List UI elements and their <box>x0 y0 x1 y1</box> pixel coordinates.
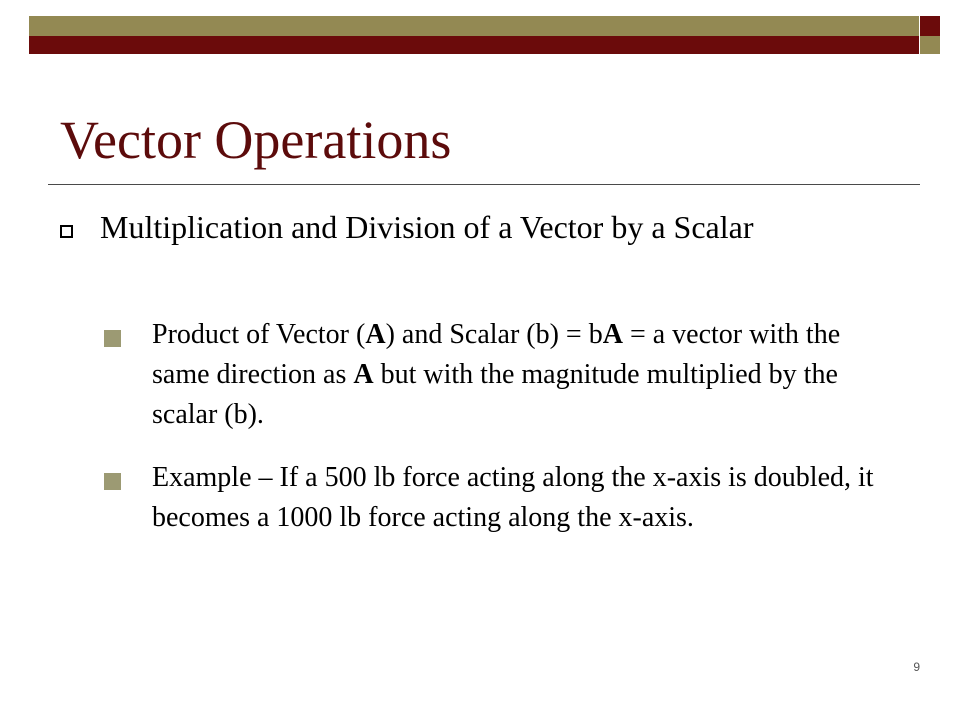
hollow-square-bullet-icon <box>60 225 73 238</box>
main-bullet <box>60 205 900 249</box>
corner-block-maroon <box>920 16 940 36</box>
sub-bullet-example <box>104 458 904 538</box>
main-bullet-text: Multiplication and Division of a Vector by a Scalar <box>100 209 754 245</box>
sub-bullet-product <box>104 315 904 435</box>
title-divider <box>48 184 920 185</box>
top-bar-maroon <box>29 36 919 54</box>
page-number: 9 <box>913 660 920 674</box>
slide-title: Vector Operations <box>60 110 452 170</box>
corner-block-olive <box>920 36 940 54</box>
top-bar-olive <box>29 16 919 36</box>
filled-square-bullet-icon <box>104 330 121 347</box>
filled-square-bullet-icon <box>104 473 121 490</box>
sub-bullet-product-text: Product of Vector (A) and Scalar (b) = bA = a vector with the same direction as A but with the magnitude multiplied by the scalar (b). <box>152 319 841 430</box>
sub-bullet-example-text: Example – If a 500 lb force acting along the x-axis is doubled, it becomes a 1000 lb force acting along the x-axis. <box>152 462 874 533</box>
